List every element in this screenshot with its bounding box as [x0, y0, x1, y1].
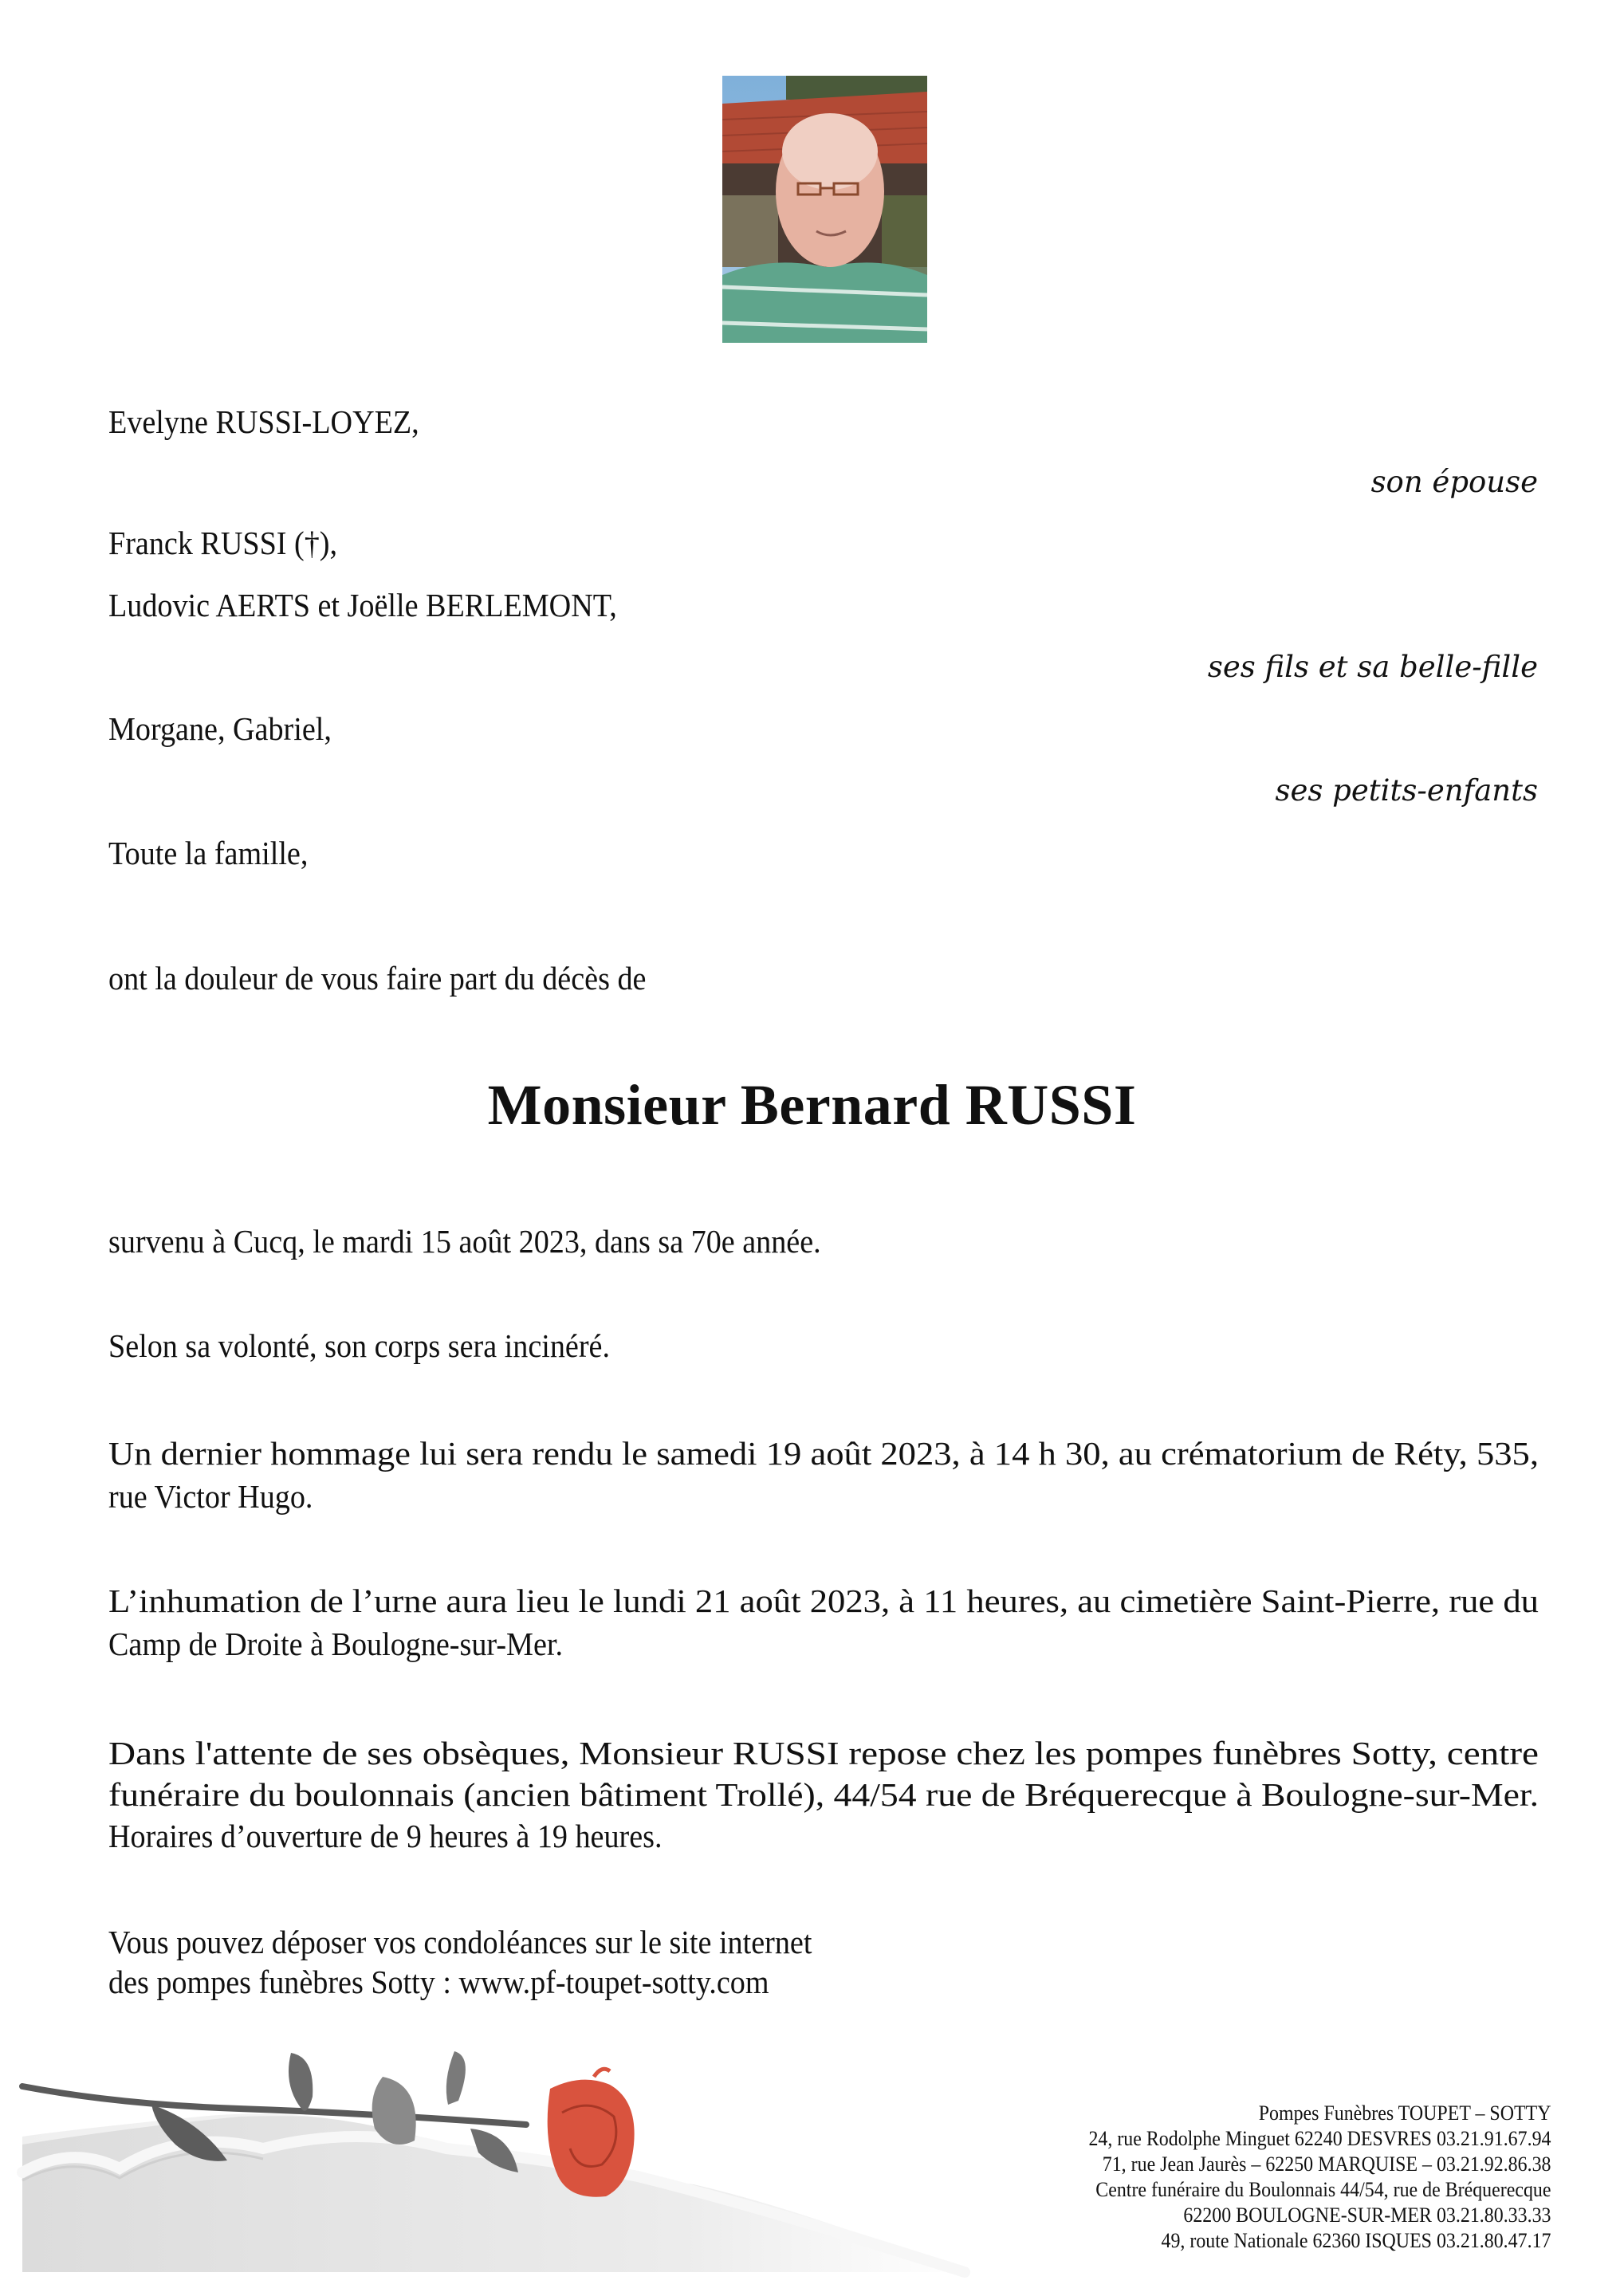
spouse-name: Evelyne RUSSI-LOYEZ,	[108, 403, 419, 440]
spouse-relation: son épouse	[1370, 465, 1538, 499]
rose-flower	[548, 2080, 635, 2197]
footer-address-boulogne-2: 62200 BOULOGNE-SUR-MER 03.21.80.33.33	[1182, 2204, 1551, 2227]
burial-line-2: Camp de Droite à Boulogne-sur-Mer.	[108, 1626, 564, 1662]
son-2-names: Ludovic AERTS et Joëlle BERLEMONT,	[108, 587, 617, 623]
footer-company: Pompes Funèbres TOUPET – SOTTY	[1258, 2101, 1551, 2125]
whole-family: Toute la famille,	[108, 835, 309, 871]
tribute-line-1: Un dernier hommage lui sera rendu le samedi 19 août 2023, à 14 h 30, au crématorium de Réty, 535,	[108, 1435, 1539, 1472]
rest-line-2: funéraire du boulonnais (ancien bâtiment Trollé), 44/54 rue de Bréquerecque à Boulogne-sur-Mer.	[108, 1776, 1539, 1813]
funeral-home-footer	[1088, 2101, 1551, 2254]
sons-relation: ses fils et sa belle-fille	[1207, 650, 1538, 684]
portrait-photo	[722, 76, 927, 343]
grandchildren-names: Morgane, Gabriel,	[108, 710, 332, 747]
footer-address-isques: 49, route Nationale 62360 ISQUES 03.21.80.47.17	[1161, 2229, 1551, 2252]
announcement-text: ont la douleur de vous faire part du décès de	[108, 960, 647, 997]
rest-line-1: Dans l'attente de ses obsèques, Monsieur RUSSI repose chez les pompes funèbres Sotty, centre	[108, 1735, 1539, 1771]
son-1-name: Franck RUSSI (†),	[108, 525, 338, 561]
footer-address-boulogne-1: Centre funéraire du Boulonnais 44/54, rue de Bréquerecque	[1095, 2178, 1551, 2201]
burial-line-1: L’inhumation de l’urne aura lieu le lundi 21 août 2023, à 11 heures, au cimetière Saint-Pierre, rue du	[108, 1582, 1539, 1619]
footer-address-marquise: 71, rue Jean Jaurès – 62250 MARQUISE – 03.21.92.86.38	[1102, 2152, 1551, 2176]
rest-line-3: Horaires d’ouverture de 9 heures à 19 heures.	[108, 1818, 663, 1854]
grandchildren-relation: ses petits-enfants	[1275, 773, 1538, 808]
cremation-note: Selon sa volonté, son corps sera incinéré.	[108, 1327, 610, 1364]
portrait-image	[722, 76, 927, 343]
tribute-line-2: rue Victor Hugo.	[108, 1478, 313, 1515]
rose-on-sand-image	[0, 2009, 1036, 2280]
footer-address-desvres: 24, rue Rodolphe Minguet 62240 DESVRES 03.21.91.67.94	[1087, 2127, 1551, 2150]
condolence-line-1: Vous pouvez déposer vos condoléances sur le site internet	[108, 1924, 812, 1960]
beach-rose-illustration	[0, 2009, 1036, 2280]
death-details: survenu à Cucq, le mardi 15 août 2023, dans sa 70e année.	[108, 1223, 821, 1260]
condolence-line-2[interactable]: des pompes funèbres Sotty : www.pf-toupet-sotty.com	[108, 1964, 769, 2000]
deceased-name: Monsieur Bernard RUSSI	[487, 1073, 1137, 1137]
